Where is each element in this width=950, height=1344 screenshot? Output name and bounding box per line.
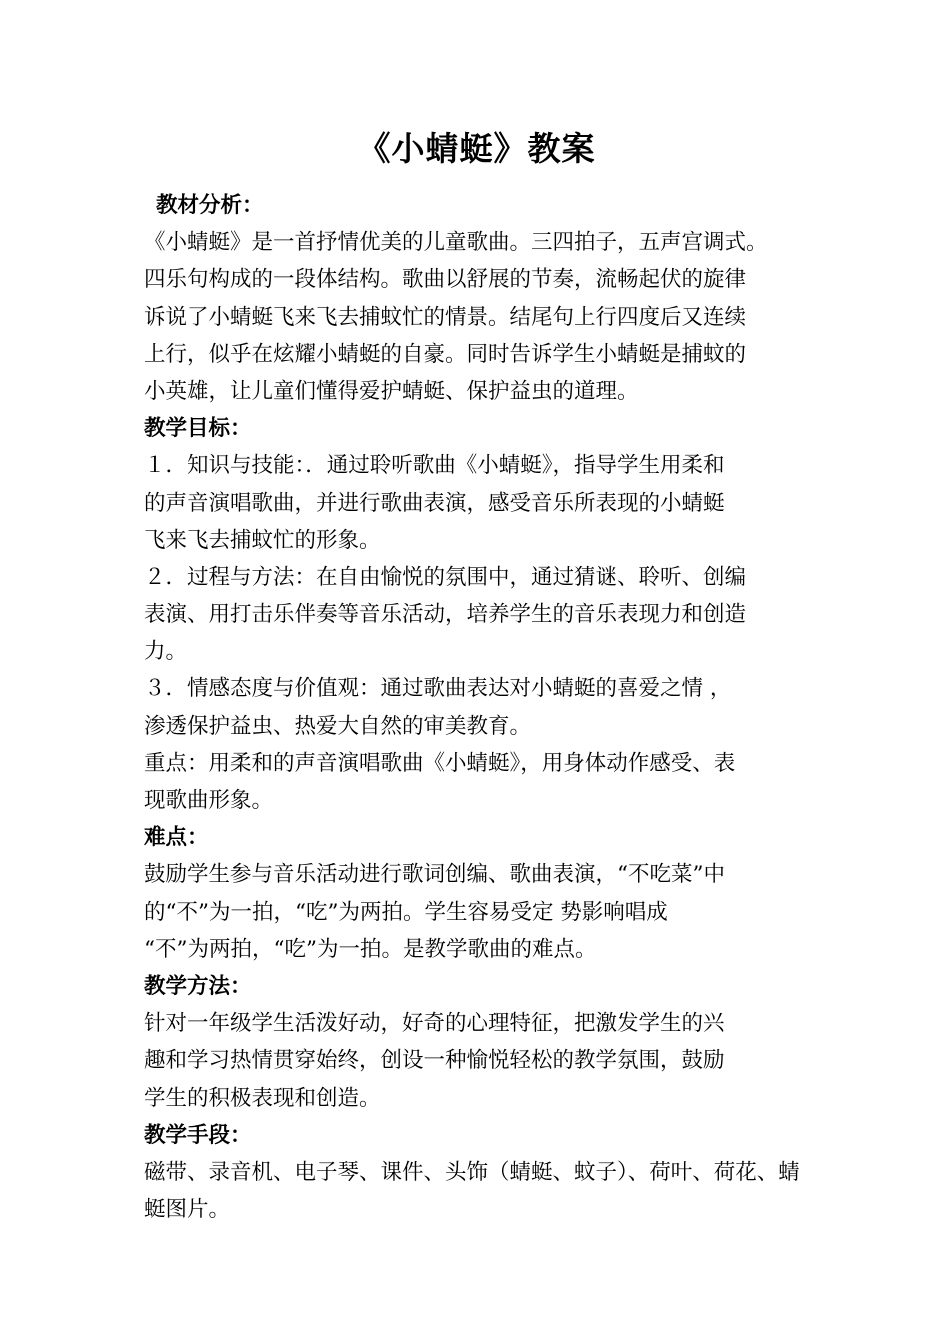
paragraph-line: 力。 xyxy=(144,639,188,665)
paragraph-line: 的“不”为一拍，“吃”为两拍。学生容易受定 势影响唱成 xyxy=(144,899,668,925)
document-title: 《小蜻蜓》教案 xyxy=(357,129,596,168)
document-body xyxy=(144,187,809,1228)
paragraph-line: 趣和学习热情贯穿始终，创设一种愉悦轻松的教学氛围，鼓励 xyxy=(144,1048,725,1074)
section-heading-teaching-goals: 教学目标： xyxy=(144,416,252,442)
paragraph-line: 鼓励学生参与音乐活动进行歌词创编、歌曲表演，“不吃菜”中 xyxy=(144,862,725,888)
paragraph-line: 现歌曲形象。 xyxy=(144,788,274,813)
paragraph-line: 的声音演唱歌曲，并进行歌曲表演，感受音乐所表现的小蜻蜓 xyxy=(144,490,725,516)
paragraph-line: 四乐句构成的一段体结构。歌曲以舒展的节奏，流畅起伏的旋律 xyxy=(144,267,747,293)
paragraph-line: 小英雄，让儿童们懂得爱护蜻蜓、保护益虫的道理。 xyxy=(144,378,639,404)
paragraph-line: 磁带、录音机、电子琴、课件、头饰（蜻蜓、蚊子）、荷叶、荷花、蜻 xyxy=(144,1159,800,1185)
paragraph-line: 《小蜻蜓》是一首抒情优美的儿童歌曲。三四拍子，五声宫调式。 xyxy=(144,230,768,256)
section-heading-teaching-methods: 教学方法： xyxy=(144,973,252,999)
paragraph-line: 蜓图片。 xyxy=(144,1197,231,1223)
paragraph-line: 上行，似乎在炫耀小蜻蜓的自豪。同时告诉学生小蜻蜓是捕蚊的 xyxy=(144,341,747,367)
paragraph-line: 表演、用打击乐伴奏等音乐活动，培养学生的音乐表现力和创造 xyxy=(144,602,747,628)
section-heading-difficulties: 难点： xyxy=(144,825,209,851)
paragraph-line: 诉说了小蜻蜓飞来飞去捕蚊忙的情景。结尾句上行四度后又连续 xyxy=(144,304,747,330)
paragraph-line: 飞来飞去捕蚊忙的形象。 xyxy=(144,527,381,553)
paragraph-line: 重点：用柔和的声音演唱歌曲《小蜻蜓》，用身体动作感受、表 xyxy=(144,750,736,776)
section-heading-teaching-means: 教学手段： xyxy=(144,1122,252,1148)
paragraph-line: １．知识与技能：．通过聆听歌曲《小蜻蜓》，指导学生用柔和 xyxy=(144,453,725,479)
paragraph-line: ２．过程与方法：在自由愉悦的氛围中，通过猜谜、聆听、创编 xyxy=(144,564,747,590)
paragraph-line: 渗透保护益虫、热爱大自然的审美教育。 xyxy=(144,713,532,739)
paragraph-line: “不”为两拍，“吃”为一拍。是教学歌曲的难点。 xyxy=(144,936,597,962)
paragraph-line: 针对一年级学生活泼好动，好奇的心理特征，把激发学生的兴 xyxy=(144,1011,725,1037)
paragraph-line: 学生的积极表现和创造。 xyxy=(144,1085,381,1111)
paragraph-line: ３．情感态度与价值观：通过歌曲表达对小蜻蜓的喜爱之情 ， xyxy=(144,676,732,702)
section-heading-material-analysis: 教材分析： xyxy=(156,193,264,218)
